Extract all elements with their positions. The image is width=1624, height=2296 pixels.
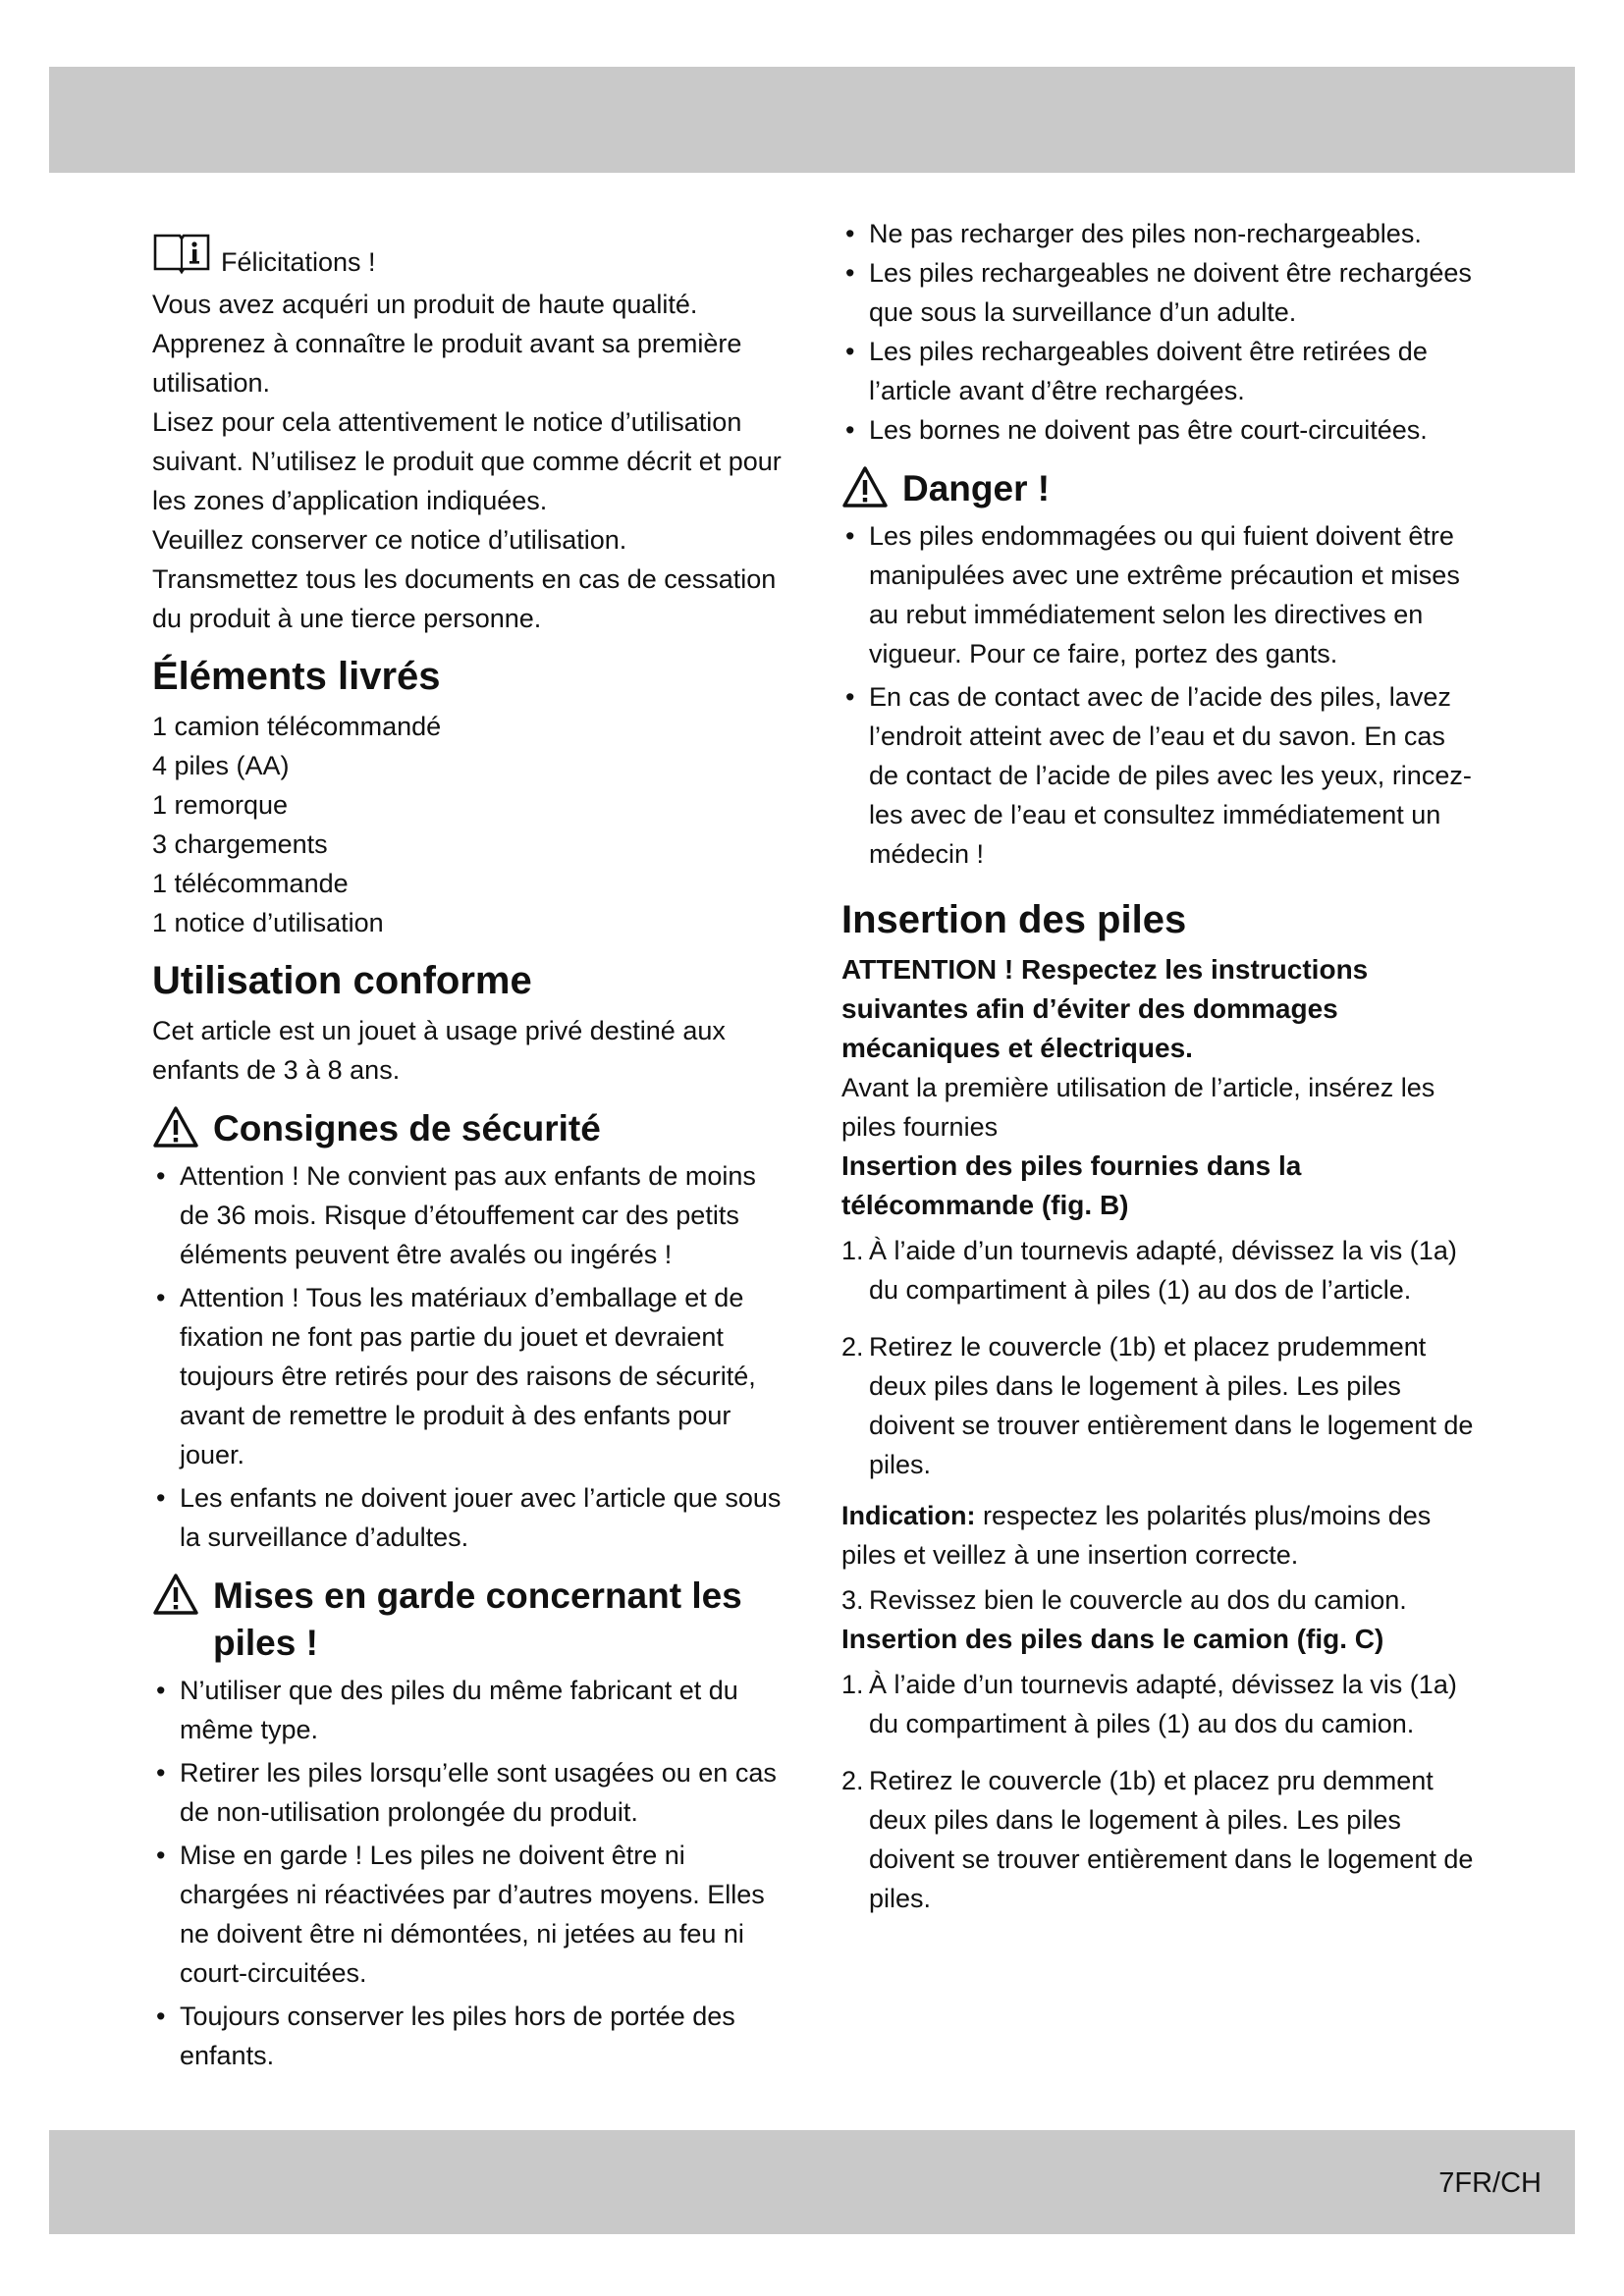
remote-step-3 bbox=[841, 1580, 1480, 1620]
intro-paragraph: Transmettez tous les documents en cas de cessation du produit à une tierce personne. bbox=[152, 564, 777, 633]
list-item: • Mise en garde ! Les piles ne doivent être ni chargées ni réactivées par d’autres moyens. Elles ne doivent être ni démontées, ni jetées au feu ni court-circuitées. bbox=[152, 1836, 790, 1993]
usage-heading: Utilisation conforme bbox=[152, 959, 532, 1002]
elements-list bbox=[152, 707, 790, 942]
list-item: 4 piles (AA) bbox=[152, 751, 290, 780]
header-band bbox=[49, 67, 1575, 173]
list-item: 3 chargements bbox=[152, 829, 328, 859]
step-item bbox=[841, 1665, 1480, 1743]
list-item: • Retirer les piles lorsqu’elle sont usagées ou en cas de non-utilisation prolongée du produit. bbox=[152, 1753, 790, 1832]
insertion-heading: Insertion des piles bbox=[841, 898, 1187, 941]
intro-paragraph: Lisez pour cela attentivement le notice d’utilisation suivant. N’utilisez le produit que comme décrit et pour les zones d’application indiquées. bbox=[152, 407, 782, 515]
page-number: 7FR/CH bbox=[1438, 2167, 1542, 2199]
congratulations-heading bbox=[152, 228, 790, 277]
list-item: 1 remorque bbox=[152, 790, 289, 820]
insertion-intro: Avant la première utilisation de l’article, insérez les piles fournies bbox=[841, 1073, 1435, 1142]
step-number: 2. bbox=[841, 1766, 864, 1795]
truck-subtitle: Insertion des piles dans le camion (fig. C) bbox=[841, 1624, 1384, 1654]
warning-icon bbox=[841, 465, 889, 508]
step-text: À l’aide d’un tournevis adapté, dévissez la vis (1a) du compartiment à piles (1) au dos du camion. bbox=[869, 1670, 1457, 1738]
warning-icon bbox=[152, 1105, 199, 1148]
step-text: Retirez le couvercle (1b) et placez pru demment deux piles dans le logement à piles. Les piles doivent se trouver entièrement dans le logement de piles. bbox=[869, 1766, 1474, 1913]
battery-warning-list bbox=[152, 1671, 790, 2075]
truck-steps bbox=[841, 1665, 1480, 1918]
list-item: • Les piles rechargeables doivent être retirées de l’article avant d’être rechargées. bbox=[841, 332, 1480, 410]
safety-heading bbox=[152, 1105, 790, 1152]
list-item: 1 notice d’utilisation bbox=[152, 908, 384, 937]
list-item: • Attention ! Tous les matériaux d’emballage et de fixation ne font pas partie du jouet et devraient toujours être retirés pour des raisons de sécurité, avant de remettre le produit à des enfants pour jouer. bbox=[152, 1278, 790, 1474]
step-item bbox=[841, 1231, 1480, 1309]
book-info-icon bbox=[152, 230, 211, 275]
danger-heading bbox=[841, 465, 1480, 512]
usage-text: Cet article est un jouet à usage privé destiné aux enfants de 3 à 8 ans. bbox=[152, 1016, 726, 1085]
step-number: 3. bbox=[841, 1585, 864, 1615]
footer-band bbox=[49, 2130, 1575, 2234]
list-item: • Les bornes ne doivent pas être court-circuitées. bbox=[841, 410, 1480, 450]
congratulations-text: Félicitations ! bbox=[221, 247, 376, 277]
list-item: 1 télécommande bbox=[152, 869, 349, 898]
step-item bbox=[841, 1580, 1480, 1620]
step-item bbox=[841, 1761, 1480, 1918]
step-number: 1. bbox=[841, 1670, 864, 1699]
safety-list bbox=[152, 1156, 790, 1557]
warning-icon bbox=[152, 1573, 199, 1616]
step-text: Retirez le couvercle (1b) et placez prudemment deux piles dans le logement à piles. Les piles doivent se trouver entièrement dans le logement de piles. bbox=[869, 1332, 1474, 1479]
intro-paragraph: Vous avez acquéri un produit de haute qualité. Apprenez à connaître le produit avant sa première utilisation. bbox=[152, 290, 742, 398]
list-item: • Les enfants ne doivent jouer avec l’article que sous la surveillance d’adultes. bbox=[152, 1478, 790, 1557]
list-item: 1 camion télécommandé bbox=[152, 712, 442, 741]
list-item: • Ne pas recharger des piles non-rechargeables. bbox=[841, 214, 1480, 253]
remote-steps bbox=[841, 1231, 1480, 1484]
list-item: • N’utiliser que des piles du même fabricant et du même type. bbox=[152, 1671, 790, 1749]
indication-text: respectez les polarités plus/moins des piles et veillez à une insertion correcte. bbox=[841, 1501, 1432, 1570]
danger-list bbox=[841, 516, 1480, 874]
attention-text: ATTENTION ! Respectez les instructions suivantes afin d’éviter des dommages mécaniques et électriques. bbox=[841, 954, 1369, 1063]
list-item: • Attention ! Ne convient pas aux enfants de moins de 36 mois. Risque d’étouffement car des petits éléments peuvent être avalés ou ingérés ! bbox=[152, 1156, 790, 1274]
battery-warning-heading bbox=[152, 1573, 790, 1667]
list-item: • Toujours conserver les piles hors de portée des enfants. bbox=[152, 1997, 790, 2075]
list-item: • Les piles endommagées ou qui fuient doivent être manipulées avec une extrême précaution et mises au rebut immédiatement selon les directives en vigueur. Pour ce faire, portez des gants. bbox=[841, 516, 1480, 673]
safety-title: Consignes de sécurité bbox=[213, 1108, 601, 1148]
step-number: 2. bbox=[841, 1332, 864, 1362]
indication-label: Indication: bbox=[841, 1501, 976, 1530]
step-text: À l’aide d’un tournevis adapté, dévissez la vis (1a) du compartiment à piles (1) au dos de l’article. bbox=[869, 1236, 1457, 1305]
danger-title: Danger ! bbox=[902, 468, 1051, 508]
elements-heading: Éléments livrés bbox=[152, 655, 441, 698]
battery-rules-list bbox=[841, 214, 1480, 450]
indication-note bbox=[841, 1496, 1480, 1575]
left-column bbox=[152, 228, 790, 2075]
battery-warning-title: Mises en garde concernant les piles ! bbox=[213, 1575, 742, 1663]
remote-subtitle: Insertion des piles fournies dans la télécommande (fig. B) bbox=[841, 1150, 1302, 1220]
list-item: • En cas de contact avec de l’acide des piles, lavez l’endroit atteint avec de l’eau et du savon. En cas de contact de l’acide de piles avec les yeux, rincez-les avec de l’eau et consultez immédiatement un médecin ! bbox=[841, 677, 1480, 874]
step-item bbox=[841, 1327, 1480, 1484]
step-text: Revissez bien le couvercle au dos du camion. bbox=[869, 1585, 1407, 1615]
right-column bbox=[841, 214, 1480, 1918]
intro-paragraph: Veuillez conserver ce notice d’utilisation. bbox=[152, 525, 627, 555]
list-item: • Les piles rechargeables ne doivent être rechargées que sous la surveillance d’un adulte. bbox=[841, 253, 1480, 332]
step-number: 1. bbox=[841, 1236, 864, 1265]
